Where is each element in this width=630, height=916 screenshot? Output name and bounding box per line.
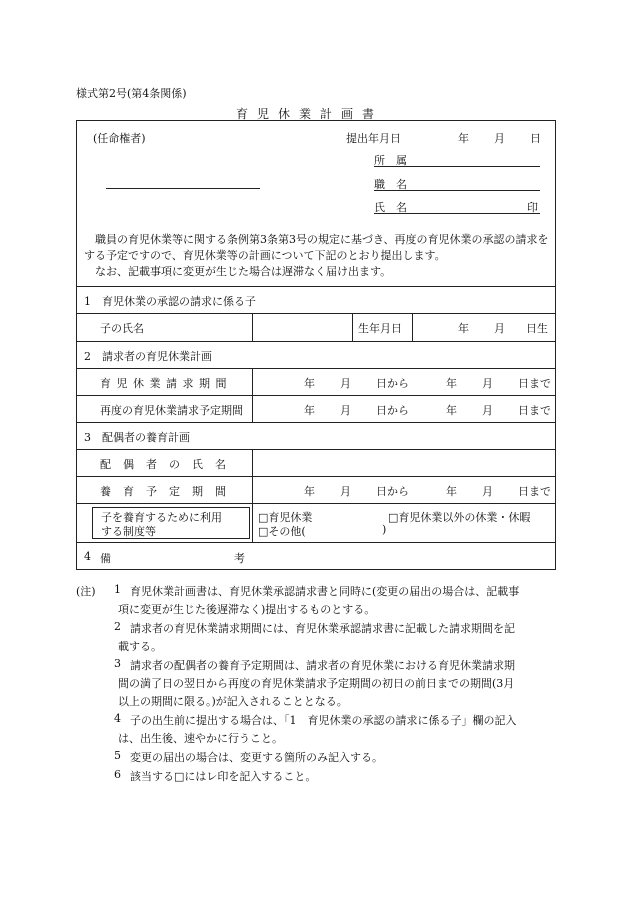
care-from-year: 年 xyxy=(304,485,315,498)
note-text: 間の満了日の翌日から再度の育児休業請求予定期間の初日の前日までの期間(3月 xyxy=(118,677,515,690)
note-text: 子の出生前に提出する場合は、「1 育児休業の承認の請求に係る子」欄の記入 xyxy=(130,714,517,727)
care-to-day: 日まで xyxy=(518,485,551,498)
form-number: 様式第2号(第4条関係) xyxy=(76,87,187,100)
submit-year-unit: 年 xyxy=(458,132,469,145)
appointing-authority-label: (任命権者) xyxy=(93,132,146,145)
divider xyxy=(76,542,556,543)
section1-heading: 1 育児休業の承認の請求に係る子 xyxy=(84,295,256,308)
child-name-field[interactable] xyxy=(260,318,348,336)
spouse-name-label: 配偶者の氏名 xyxy=(100,458,238,471)
birth-date-label: 生年月日 xyxy=(358,322,402,335)
submit-month-unit: 月 xyxy=(494,132,505,145)
period-to-month: 月 xyxy=(482,377,493,390)
note-text: 項に変更が生じた後遅滞なく)提出するものとする。 xyxy=(118,603,376,616)
care-period-label: 養育予定期間 xyxy=(100,485,238,498)
remarks-field[interactable] xyxy=(260,547,550,565)
divider xyxy=(76,449,556,450)
note-text: 以上の期間に限る。)が記入されることとなる。 xyxy=(118,695,348,708)
name-label: 氏 名 xyxy=(374,201,407,214)
other-leave-checkbox[interactable]: □育児休業以外の休業・休暇 xyxy=(388,511,531,524)
note-text: は、出生後、速やかに行うこと。 xyxy=(118,732,283,745)
other-close-paren: ) xyxy=(382,523,387,536)
birth-year-unit: 年 xyxy=(458,322,469,335)
request-period-label: 育児休業請求期間 xyxy=(100,377,232,390)
note-text: 載する。 xyxy=(118,640,162,653)
remarks-label-1: 備 xyxy=(100,552,111,565)
birth-day-unit: 日生 xyxy=(526,322,548,335)
section2-heading: 2 請求者の育児休業計画 xyxy=(84,350,212,363)
page-title: 育児休業計画書 xyxy=(236,107,384,121)
section3-heading: 3 配偶者の養育計画 xyxy=(84,431,190,444)
divider xyxy=(76,286,556,287)
system-label-line2: する制度等 xyxy=(101,525,156,538)
divider xyxy=(76,395,556,396)
divider xyxy=(76,476,556,477)
note-text: 請求者の育児休業請求期間には、育児休業承認請求書に記載した請求期間を記 xyxy=(130,622,515,635)
care-from-month: 月 xyxy=(340,485,351,498)
child-name-label: 子の氏名 xyxy=(100,322,144,335)
childcare-leave-checkbox[interactable]: □育児休業 xyxy=(258,511,313,524)
care-from-day: 日から xyxy=(376,485,409,498)
planned-from-day: 日から xyxy=(376,404,409,417)
spouse-name-field[interactable] xyxy=(260,454,550,472)
note-number: 6 xyxy=(114,768,121,781)
divider xyxy=(76,368,556,369)
divider xyxy=(76,503,556,504)
note-number: 4 xyxy=(114,712,121,725)
submit-date-label: 提出年月日 xyxy=(346,132,401,145)
position-field[interactable] xyxy=(374,176,540,191)
divider xyxy=(252,368,253,422)
affiliation-label: 所 属 xyxy=(374,154,407,167)
care-to-year: 年 xyxy=(446,485,457,498)
planned-to-month: 月 xyxy=(482,404,493,417)
position-label: 職 名 xyxy=(374,178,407,191)
planned-from-year: 年 xyxy=(304,404,315,417)
intro-paragraph: 職員の育児休業等に関する条例第3条第3号の規定に基づき、再度の育児休業の承認の請求をする予定ですので、育児休業等の計画について下記のとおり提出します。 xyxy=(84,233,549,262)
divider xyxy=(76,422,556,423)
period-to-day: 日まで xyxy=(518,377,551,390)
divider xyxy=(252,449,253,542)
note-text: 変更の届出の場合は、変更する箇所のみ記入する。 xyxy=(130,751,383,764)
care-to-month: 月 xyxy=(482,485,493,498)
note-number: 5 xyxy=(114,749,121,762)
note-text: 育児休業計画書は、育児休業承認請求書と同時に(変更の届出の場合は、記載事 xyxy=(130,585,520,598)
planned-to-day: 日まで xyxy=(518,404,551,417)
divider xyxy=(252,313,253,341)
notes-prefix: (注) xyxy=(76,585,96,598)
other-checkbox[interactable]: □その他( xyxy=(258,525,306,538)
section4-number: 4 xyxy=(84,550,91,563)
intro-note: なお、記載事項に変更が生じた場合は遅滞なく届け出ます。 xyxy=(95,265,392,278)
planned-from-month: 月 xyxy=(340,404,351,417)
divider xyxy=(412,313,413,341)
period-from-day: 日から xyxy=(376,377,409,390)
period-from-month: 月 xyxy=(340,377,351,390)
system-label-line1: 子を養育するために利用 xyxy=(101,511,222,524)
note-number: 3 xyxy=(114,657,121,670)
period-from-year: 年 xyxy=(304,377,315,390)
planned-period-label: 再度の育児休業請求予定期間 xyxy=(100,404,243,417)
remarks-label-2: 考 xyxy=(234,552,245,565)
divider xyxy=(76,341,556,342)
note-text: 該当する□にはレ印を記入すること。 xyxy=(130,770,317,783)
period-to-year: 年 xyxy=(446,377,457,390)
appointing-authority-field[interactable] xyxy=(106,176,260,189)
planned-to-year: 年 xyxy=(446,404,457,417)
submit-day-unit: 日 xyxy=(530,132,541,145)
seal-mark: 印 xyxy=(527,201,538,214)
divider xyxy=(76,313,556,314)
note-number: 1 xyxy=(114,583,121,596)
note-number: 2 xyxy=(114,620,121,633)
birth-month-unit: 月 xyxy=(494,322,505,335)
note-text: 請求者の配偶者の養育予定期間は、請求者の育児休業における育児休業請求期 xyxy=(130,659,515,672)
name-field[interactable] xyxy=(374,199,540,214)
affiliation-field[interactable] xyxy=(374,152,540,167)
divider xyxy=(352,313,353,341)
